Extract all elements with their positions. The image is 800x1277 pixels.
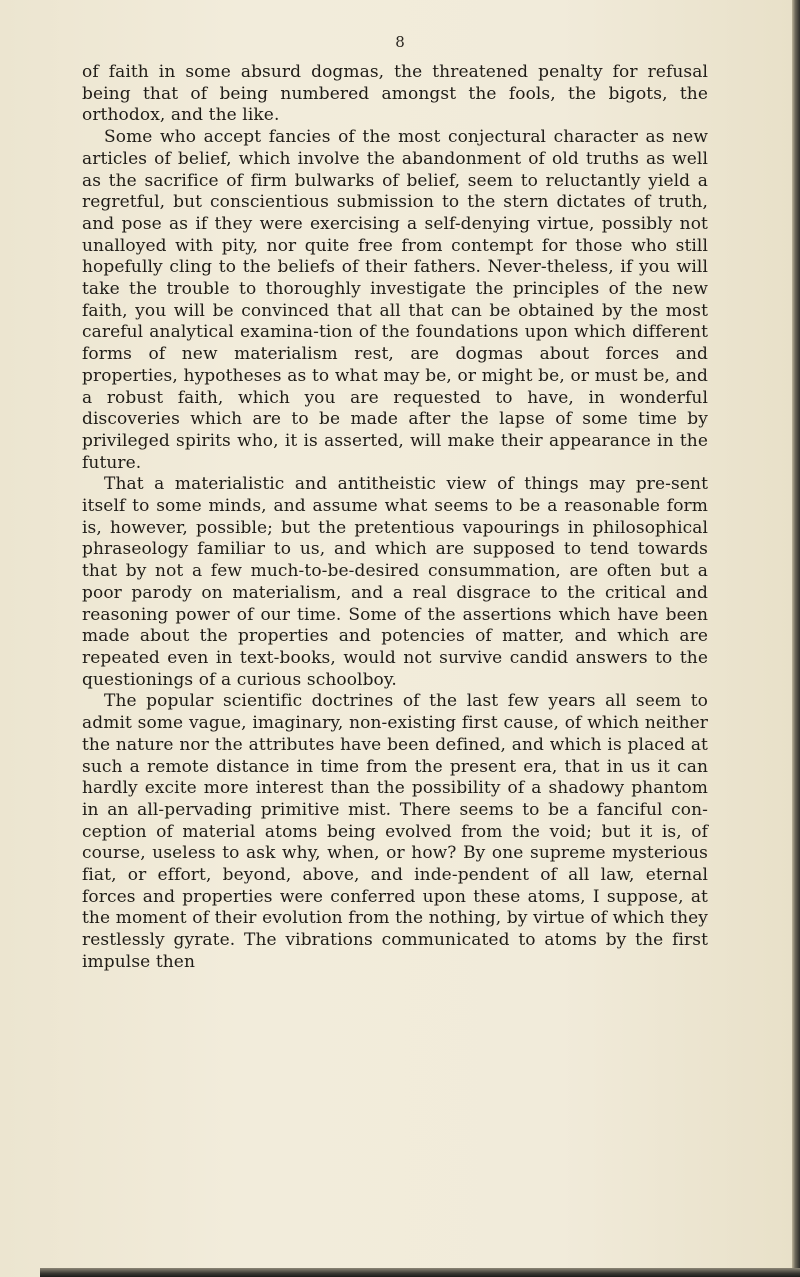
page-bottom-shadow — [40, 1268, 800, 1277]
paragraph: Some who accept fancies of the most conjectural character as new articles of belief, which involve the abandonment of old truths as well as the sacrifice of firm bulwarks of belief, seem to reluctantly yield a regretful, but conscientious submission to the stern dictates of truth, and pose as if they were exercising a self-denying virtue, possibly not unalloyed with pity, nor quite free from contempt for those who still hopefully cling to the beliefs of their fathers. Never-theless, if you will take the trouble to thoroughly investigate the principles of the new faith, you will be convinced that all that can be obtained by the most careful analytical examina-tion of the foundations upon which different forms of new materialism rest, are dogmas about forces and properties, hypotheses as to what may be, or might be, or must be, and a robust faith, which you are requested to have, in wonderful discoveries which are to be made after the lapse of some time by privileged spirits who, it is asserted, will make their appearance in the future. — [82, 127, 708, 473]
paragraph: The popular scientific doctrines of the last few years all seem to admit some vague, imaginary, non-existing first cause, of which neither the nature nor the attributes have been defined, and which is placed at such a remote distance in time from the present era, that in us it can hardly excite more interest than the possibility of a shadowy phantom in an all-pervading primitive mist. There seems to be a fanciful con-ception of material atoms being evolved from the void; but it is, of course, useless to ask why, when, or how? By one supreme mysterious fiat, or effort, beyond, above, and inde-pendent of all law, eternal forces and properties were conferred upon these atoms, I suppose, at the moment of their evolution from the nothing, by virtue of which they restlessly gyrate. The vibrations communicated to atoms by the first impulse then — [82, 691, 708, 972]
page-edge-shadow — [792, 0, 800, 1277]
paragraph: That a materialistic and antitheistic view of things may pre-sent itself to some minds, and assume what seems to be a reasonable form is, however, possible; but the pretentious vapourings in philosophical phraseology familiar to us, and which are supposed to tend towards that by not a few much-to-be-desired consummation, are often but a poor parody on materialism, and a real disgrace to the critical and reasoning power of our time. Some of the assertions which have been made about the properties and potencies of matter, and which are repeated even in text-books, would not survive candid answers to the questionings of a curious schoolboy. — [82, 474, 708, 690]
paragraph: of faith in some absurd dogmas, the threatened penalty for refusal being that of being numbered amongst the fools, the bigots, the orthodox, and the like. — [82, 62, 708, 126]
body-text — [82, 62, 708, 974]
page-number: 8 — [395, 33, 405, 51]
